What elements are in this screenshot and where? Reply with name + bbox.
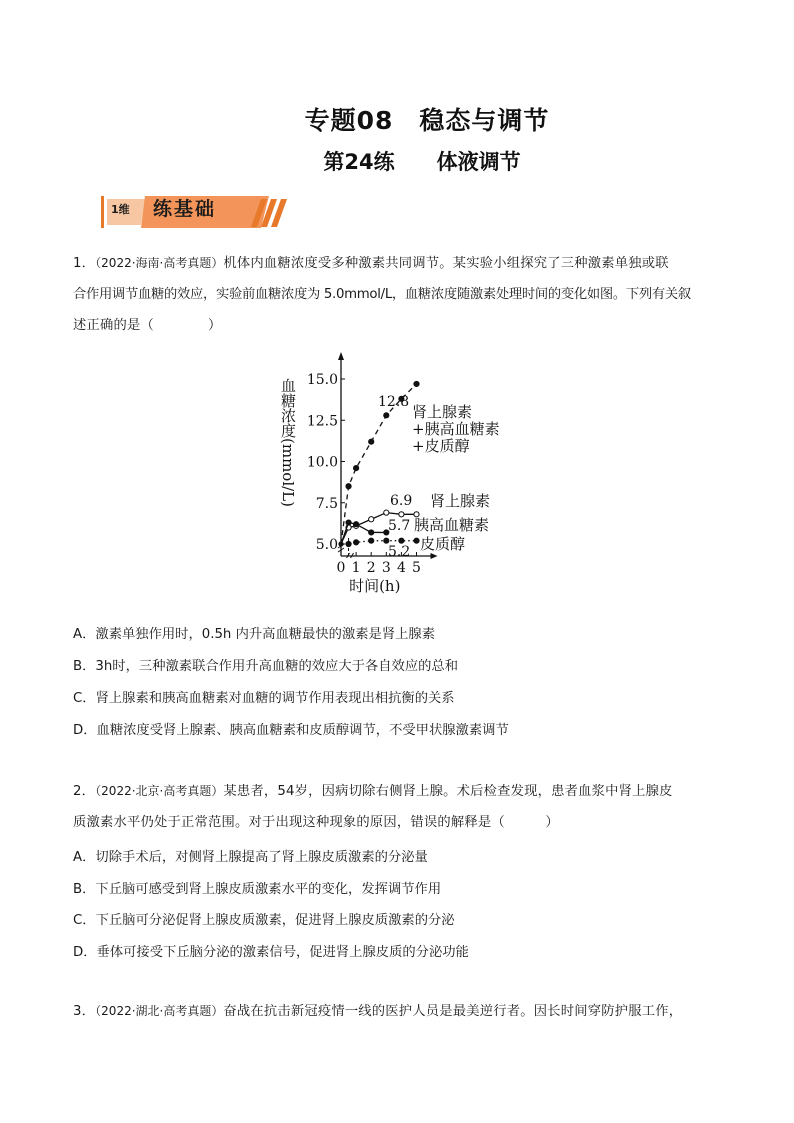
q1-option-b[interactable]: B．3h时，三种激素联合作用升高血糖的效应大于各自效应的总和	[73, 659, 459, 674]
q1-option-a[interactable]: A．激素单独作用时，0.5h 内升高血糖最快的激素是肾上腺素	[73, 627, 436, 642]
q1-option-d[interactable]: D．血糖浓度受肾上腺素、胰高血糖素和皮质醇调节，不受甲状腺激素调节	[73, 723, 509, 738]
q3-source: （2022·湖北·高考真题）	[95, 1004, 224, 1018]
data-label: 12.8	[378, 394, 410, 410]
series-label-epinephrine: 肾上腺素	[430, 492, 491, 510]
data-point	[384, 510, 389, 515]
y-axis-arrow	[338, 352, 344, 360]
data-label: 5.2	[388, 544, 411, 560]
data-point	[384, 538, 389, 543]
data-point	[354, 466, 359, 471]
series-label-cortisol: 皮质醇	[420, 535, 466, 553]
series-label-glucagon: 胰高血糖素	[414, 516, 490, 534]
x-tick-label: 0	[336, 560, 346, 576]
q2-option-b[interactable]: B．下丘脑可感受到肾上腺皮质激素水平的变化，发挥调节作用	[73, 882, 442, 897]
blood-glucose-chart	[270, 350, 520, 610]
data-point	[346, 541, 351, 546]
q1-line2: 合作用调节血糖的效应，实验前血糖浓度为 5.0mmol/L，血糖浓度随激素处理时间的变化如图。下列有关叙	[73, 287, 691, 302]
data-point	[369, 439, 374, 444]
x-tick-label: 2	[366, 560, 376, 576]
page-title: 专题08 稳态与调节	[304, 106, 550, 135]
q2-text1: 某患者，54岁，因病切除右侧肾上腺。术后检查发现，患者血浆中肾上腺皮	[223, 784, 673, 799]
q1-text1: 机体内血糖浓度受多种激素共同调节。某实验小组探究了三种激素单独或联	[223, 256, 669, 271]
x-axis-arrow	[431, 553, 438, 559]
q2-option-a[interactable]: A．切除手术后，对侧肾上腺提高了肾上腺皮质激素的分泌量	[73, 850, 428, 865]
series-label-combined: +皮质醇	[412, 437, 470, 455]
section-banner	[101, 193, 291, 231]
q1-number: 1．	[73, 256, 96, 271]
q2-number: 2．	[73, 784, 96, 799]
y-tick-label: 5.0	[315, 537, 338, 553]
q2-source: （2022·北京·高考真题）	[95, 784, 224, 798]
banner-label: 练基础	[153, 198, 217, 220]
data-point	[399, 538, 404, 543]
q2-line1	[73, 776, 733, 807]
q1-line3: 述正确的是（ ）	[73, 318, 222, 333]
data-point	[414, 381, 419, 386]
y-axis-label: 血糖浓度(mmol/L)	[279, 378, 297, 507]
q2-option-c[interactable]: C．下丘脑可分泌促肾上腺皮质激素，促进肾上腺皮质激素的分泌	[73, 913, 455, 928]
data-point	[346, 484, 351, 489]
data-point	[369, 538, 374, 543]
series-label-combined: 肾上腺素	[412, 403, 473, 421]
q3-number: 3．	[73, 1004, 96, 1019]
x-tick-label: 3	[381, 560, 391, 576]
data-point	[369, 530, 374, 535]
x-axis-label: 时间(h)	[349, 577, 401, 595]
data-label: 6.9	[390, 493, 413, 509]
data-label: 5.7	[388, 518, 411, 534]
y-tick-label: 10.0	[306, 454, 338, 471]
data-point	[346, 520, 351, 525]
data-point	[354, 540, 359, 545]
origin-point	[338, 541, 343, 546]
data-point	[399, 512, 404, 517]
x-tick-label: 4	[396, 560, 406, 576]
data-point	[414, 538, 419, 543]
y-tick-label: 12.5	[306, 413, 338, 430]
x-tick-label: 5	[412, 560, 421, 576]
q2-line2: 质激素水平仍处于正常范围。对于出现这种现象的原因，错误的解释是（ ）	[73, 815, 559, 830]
q3-line1	[73, 996, 733, 1027]
banner-tag: 1维	[111, 203, 130, 216]
series-line	[341, 523, 386, 544]
data-point	[369, 517, 374, 522]
page-subtitle: 第24练 体液调节	[323, 150, 521, 174]
q1-line1	[73, 248, 733, 279]
y-tick-label: 15.0	[306, 372, 338, 388]
data-point	[354, 522, 359, 527]
series-label-combined: +胰高血糖素	[412, 420, 500, 438]
chart-labels	[378, 394, 500, 560]
q1-source: （2022·海南·高考真题）	[95, 256, 224, 270]
q1-option-c[interactable]: C．肾上腺素和胰高血糖素对血糖的调节作用表现出相抗衡的关系	[73, 691, 455, 706]
data-point	[384, 413, 389, 418]
x-tick-label: 1	[351, 560, 361, 576]
y-tick-label: 7.5	[315, 495, 338, 512]
q2-option-d[interactable]: D．垂体可接受下丘脑分泌的激素信号，促进肾上腺皮质的分泌功能	[73, 945, 469, 960]
q3-text1: 奋战在抗击新冠疫情一线的医护人员是最美逆行者。因长时间穿防护服工作，	[223, 1004, 683, 1019]
